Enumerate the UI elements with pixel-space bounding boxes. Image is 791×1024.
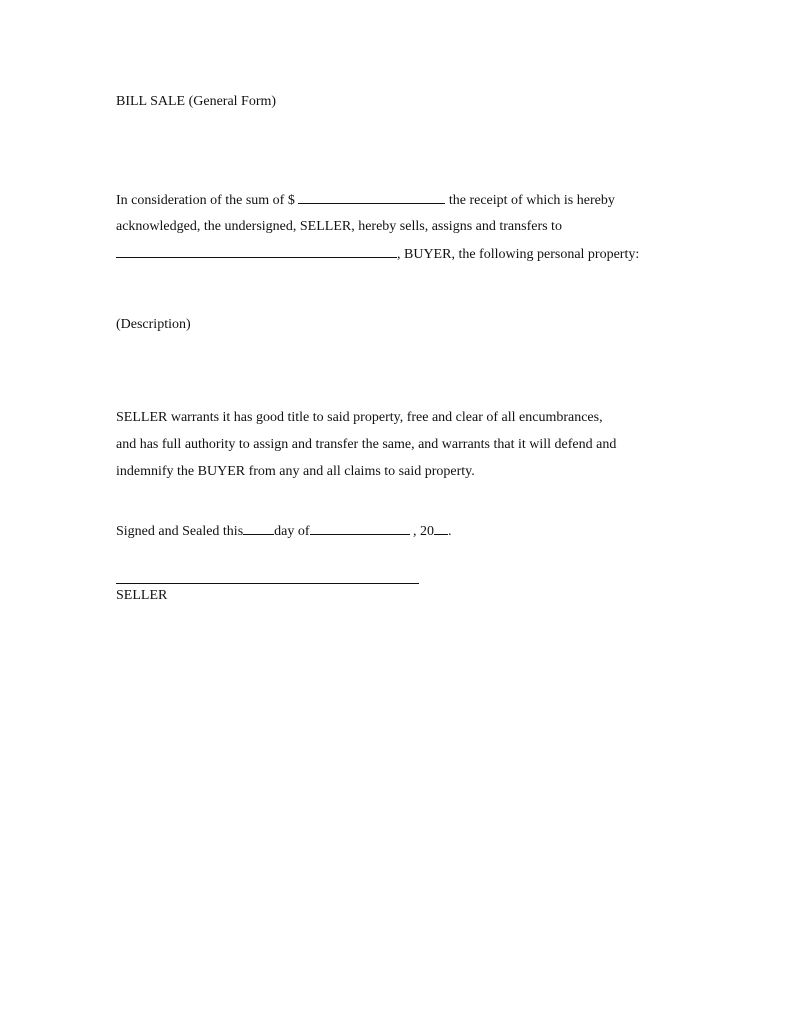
consideration-line-1 xyxy=(116,191,615,210)
consideration-text-end: the receipt of which is hereby xyxy=(445,193,615,208)
year-prefix: , 20 xyxy=(409,524,435,539)
day-of-label: day of xyxy=(274,524,310,539)
document-title: BILL SALE (General Form) xyxy=(116,94,277,109)
seller-signature-line[interactable] xyxy=(116,583,419,584)
signed-suffix: . xyxy=(448,524,452,539)
consideration-line-3 xyxy=(116,245,639,264)
day-blank[interactable] xyxy=(243,522,274,535)
consideration-text-start: In consideration of the sum of $ xyxy=(116,193,299,208)
signed-prefix: Signed and Sealed this xyxy=(116,524,244,539)
warranty-line-3: indemnify the BUYER from any and all claims to said property. xyxy=(116,464,475,479)
buyer-text: , BUYER, the following personal property: xyxy=(397,247,640,262)
buyer-name-blank[interactable] xyxy=(116,245,397,258)
consideration-line-2: acknowledged, the undersigned, SELLER, hereby sells, assigns and transfers to xyxy=(116,219,562,234)
month-blank[interactable] xyxy=(310,522,410,535)
signed-sealed-line xyxy=(116,522,452,541)
seller-signature-label: SELLER xyxy=(116,588,168,603)
warranty-line-1: SELLER warrants it has good title to said property, free and clear of all encumbrances, xyxy=(116,410,603,425)
year-blank[interactable] xyxy=(434,522,448,535)
amount-blank[interactable] xyxy=(298,191,445,204)
warranty-line-2: and has full authority to assign and transfer the same, and warrants that it will defend and xyxy=(116,437,617,452)
description-label: (Description) xyxy=(116,317,191,332)
